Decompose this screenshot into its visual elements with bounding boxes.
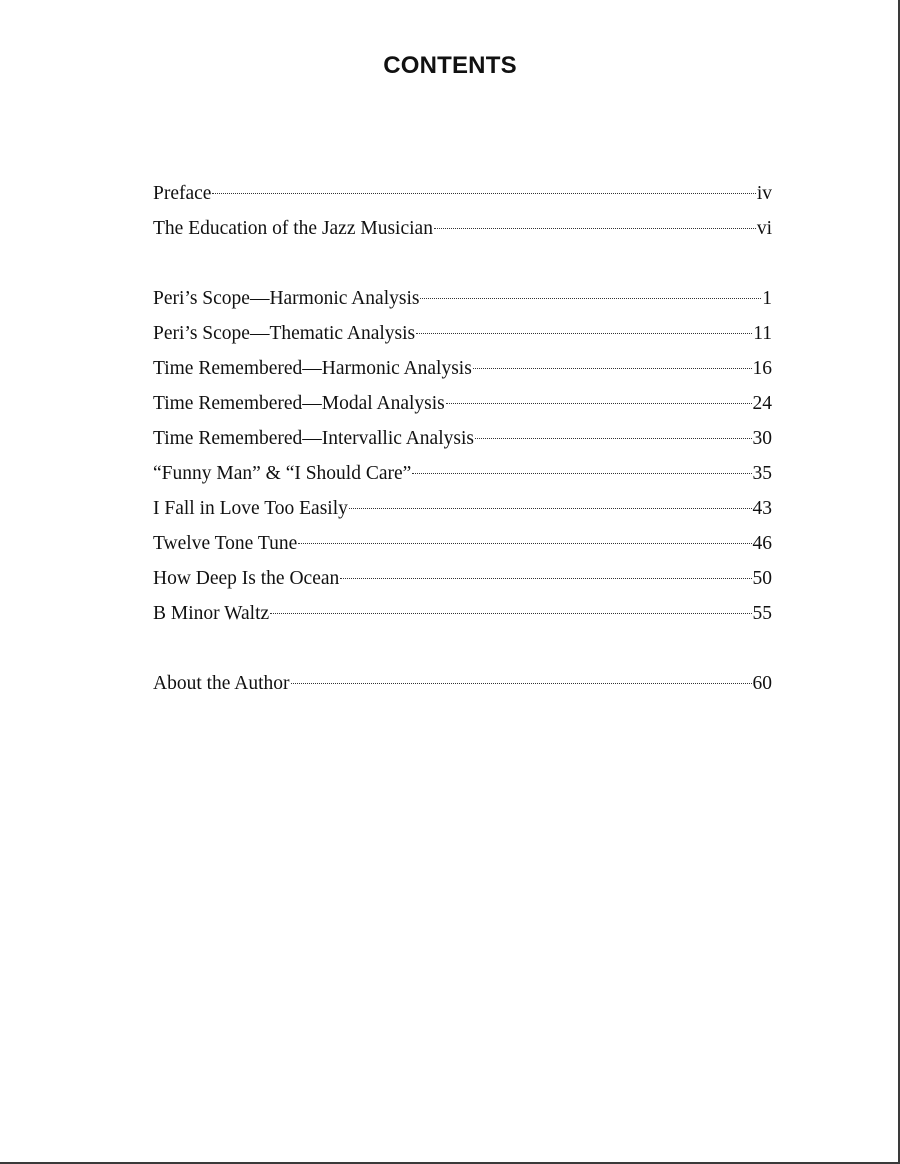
dot-leader: [340, 578, 751, 579]
toc-entry-page: 16: [752, 358, 772, 379]
toc-entry-page: 11: [753, 323, 772, 344]
table-of-contents: [153, 176, 772, 701]
toc-entry-page: 30: [752, 428, 772, 449]
toc-entry-title: About the Author: [153, 673, 290, 694]
dot-leader: [475, 438, 752, 439]
toc-entry: [153, 491, 772, 526]
toc-entry: [153, 386, 772, 421]
toc-entry-title: How Deep Is the Ocean: [153, 568, 340, 589]
toc-entry: [153, 666, 772, 701]
toc-entry: [153, 281, 772, 316]
toc-entry-page: 1: [762, 288, 772, 309]
dot-leader: [412, 473, 751, 474]
toc-entry-page: 43: [752, 498, 772, 519]
toc-entry-page: 50: [752, 568, 772, 589]
toc-entry: [153, 421, 772, 456]
toc-group-chapters: [153, 281, 772, 631]
toc-entry: [153, 316, 772, 351]
dot-leader: [349, 508, 752, 509]
dot-leader: [420, 298, 761, 299]
toc-entry-title: B Minor Waltz: [153, 603, 270, 624]
toc-entry-title: Preface: [153, 183, 212, 204]
toc-entry-title: I Fall in Love Too Easily: [153, 498, 348, 519]
toc-entry-title: Time Remembered—Harmonic Analysis: [153, 358, 472, 379]
toc-entry: [153, 176, 772, 211]
dot-leader: [212, 193, 755, 194]
toc-entry-title: Peri’s Scope—Thematic Analysis: [153, 323, 416, 344]
toc-entry: [153, 211, 772, 246]
toc-entry-page: 55: [752, 603, 772, 624]
toc-entry-page: 35: [752, 463, 772, 484]
toc-entry: [153, 561, 772, 596]
toc-group-front-matter: [153, 176, 772, 246]
toc-group-back-matter: [153, 666, 772, 701]
dot-leader: [473, 368, 752, 369]
toc-entry-title: Peri’s Scope—Harmonic Analysis: [153, 288, 420, 309]
toc-entry-page: 24: [752, 393, 772, 414]
dot-leader: [298, 543, 751, 544]
dot-leader: [291, 683, 752, 684]
toc-entry-page: 46: [752, 533, 772, 554]
dot-leader: [270, 613, 751, 614]
toc-entry: [153, 351, 772, 386]
toc-entry-page: iv: [756, 183, 772, 204]
dot-leader: [434, 228, 756, 229]
toc-entry-title: “Funny Man” & “I Should Care”: [153, 463, 412, 484]
toc-entry: [153, 526, 772, 561]
toc-entry-page: vi: [756, 218, 772, 239]
toc-entry-title: Twelve Tone Tune: [153, 533, 298, 554]
toc-entry-title: Time Remembered—Modal Analysis: [153, 393, 445, 414]
toc-entry-page: 60: [752, 673, 772, 694]
toc-entry: [153, 596, 772, 631]
dot-leader: [416, 333, 752, 334]
toc-entry-title: Time Remembered—Intervallic Analysis: [153, 428, 474, 449]
toc-entry: [153, 456, 772, 491]
contents-heading: CONTENTS: [383, 52, 517, 79]
toc-entry-title: The Education of the Jazz Musician: [153, 218, 433, 239]
dot-leader: [446, 403, 752, 404]
